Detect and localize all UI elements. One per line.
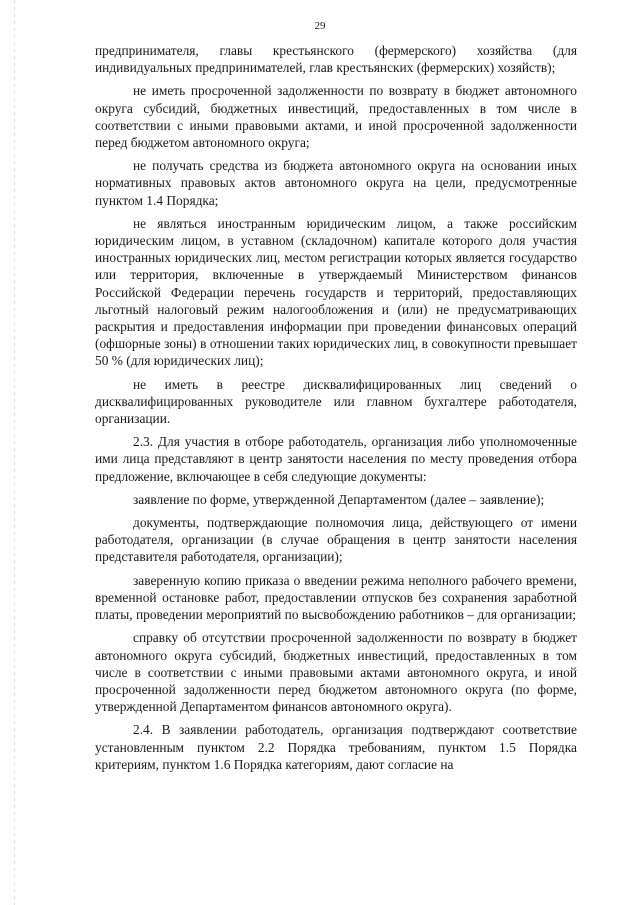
paragraph-continuation: предпринимателя, главы крестьянского (фермерского) хозяйства (для индивидуальных предпринимателей, глав крестьянских (фермерских) хозяйств); bbox=[95, 43, 577, 76]
scan-edge-artifact bbox=[14, 0, 15, 905]
paragraph-2-3: 2.3. Для участия в отборе работодатель, организация либо уполномоченные ими лица представляют в центр занятости населения по месту проведения отбора предложение, включающее в себя следующие документы: bbox=[95, 434, 577, 484]
paragraph-no-other-funds: не получать средства из бюджета автономного округа на основании иных нормативных правовых актов автономного округа на цели, предусмотренные пунктом 1.4 Порядка; bbox=[95, 158, 577, 208]
paragraph-order-copy: заверенную копию приказа о введении режима неполного рабочего времени, временной остановке работ, предоставлении отпусков без сохранения заработной платы, проведении мероприятий по высвобождению работников – для организации; bbox=[95, 572, 577, 623]
paragraph-application: заявление по форме, утвержденной Департаментом (далее – заявление); bbox=[133, 491, 545, 507]
paragraph-no-debt: не иметь просроченной задолженности по возврату в бюджет автономного округа субсидий, бюджетных инвестиций, предоставленных в том числе в соответствии с иными правовыми актами, и иной просроченной задолженности перед бюджетом автономного округа; bbox=[95, 83, 577, 151]
paragraph-not-foreign-entity: не являться иностранным юридическим лицом, а также российским юридическим лицом, в уставном (складочном) капитале которого доля участия иностранных юридических лиц, местом регистрации которых является государство или территория, включенные в утверждаемый Министерством финансов Российской Федерации перечень государств и территорий, предоставляющих льготный налоговый режим налогообложения и (или) не предусматривающих раскрытия и предоставления информации при проведении финансовых операций (офшорные зоны) в отношении таких юридических лиц, в совокупности превышает 50 % (для юридических лиц); bbox=[95, 215, 577, 369]
paragraph-debt-certificate: справку об отсутствии просроченной задолженности по возврату в бюджет автономного округа субсидий, бюджетных инвестиций, предоставленных в том числе в соответствии с иными правовыми актами автономного округа, и иной просроченной задолженности перед бюджетом автономного округа (по форме, утвержденной Департаментом финансов автономного округа). bbox=[95, 630, 577, 715]
paragraph-disqualified-register: не иметь в реестре дисквалифицированных лиц сведений о дисквалифицированных руководителе или главном бухгалтере работодателя, организации. bbox=[95, 376, 577, 427]
paragraph-authority-documents: документы, подтверждающие полномочия лица, действующего от имени работодателя, организации (в случае обращения в центр занятости населения представителя работодателя, организации); bbox=[95, 515, 577, 565]
document-body bbox=[95, 42, 577, 779]
page-number: 29 bbox=[314, 20, 326, 32]
paragraph-2-4: 2.4. В заявлении работодатель, организация подтверждают соответствие установленным пунктом 2.2 Порядка требованиям, пунктом 1.5 Порядка критериям, пунктом 1.6 Порядка категориям, дают согласие на bbox=[95, 722, 577, 772]
